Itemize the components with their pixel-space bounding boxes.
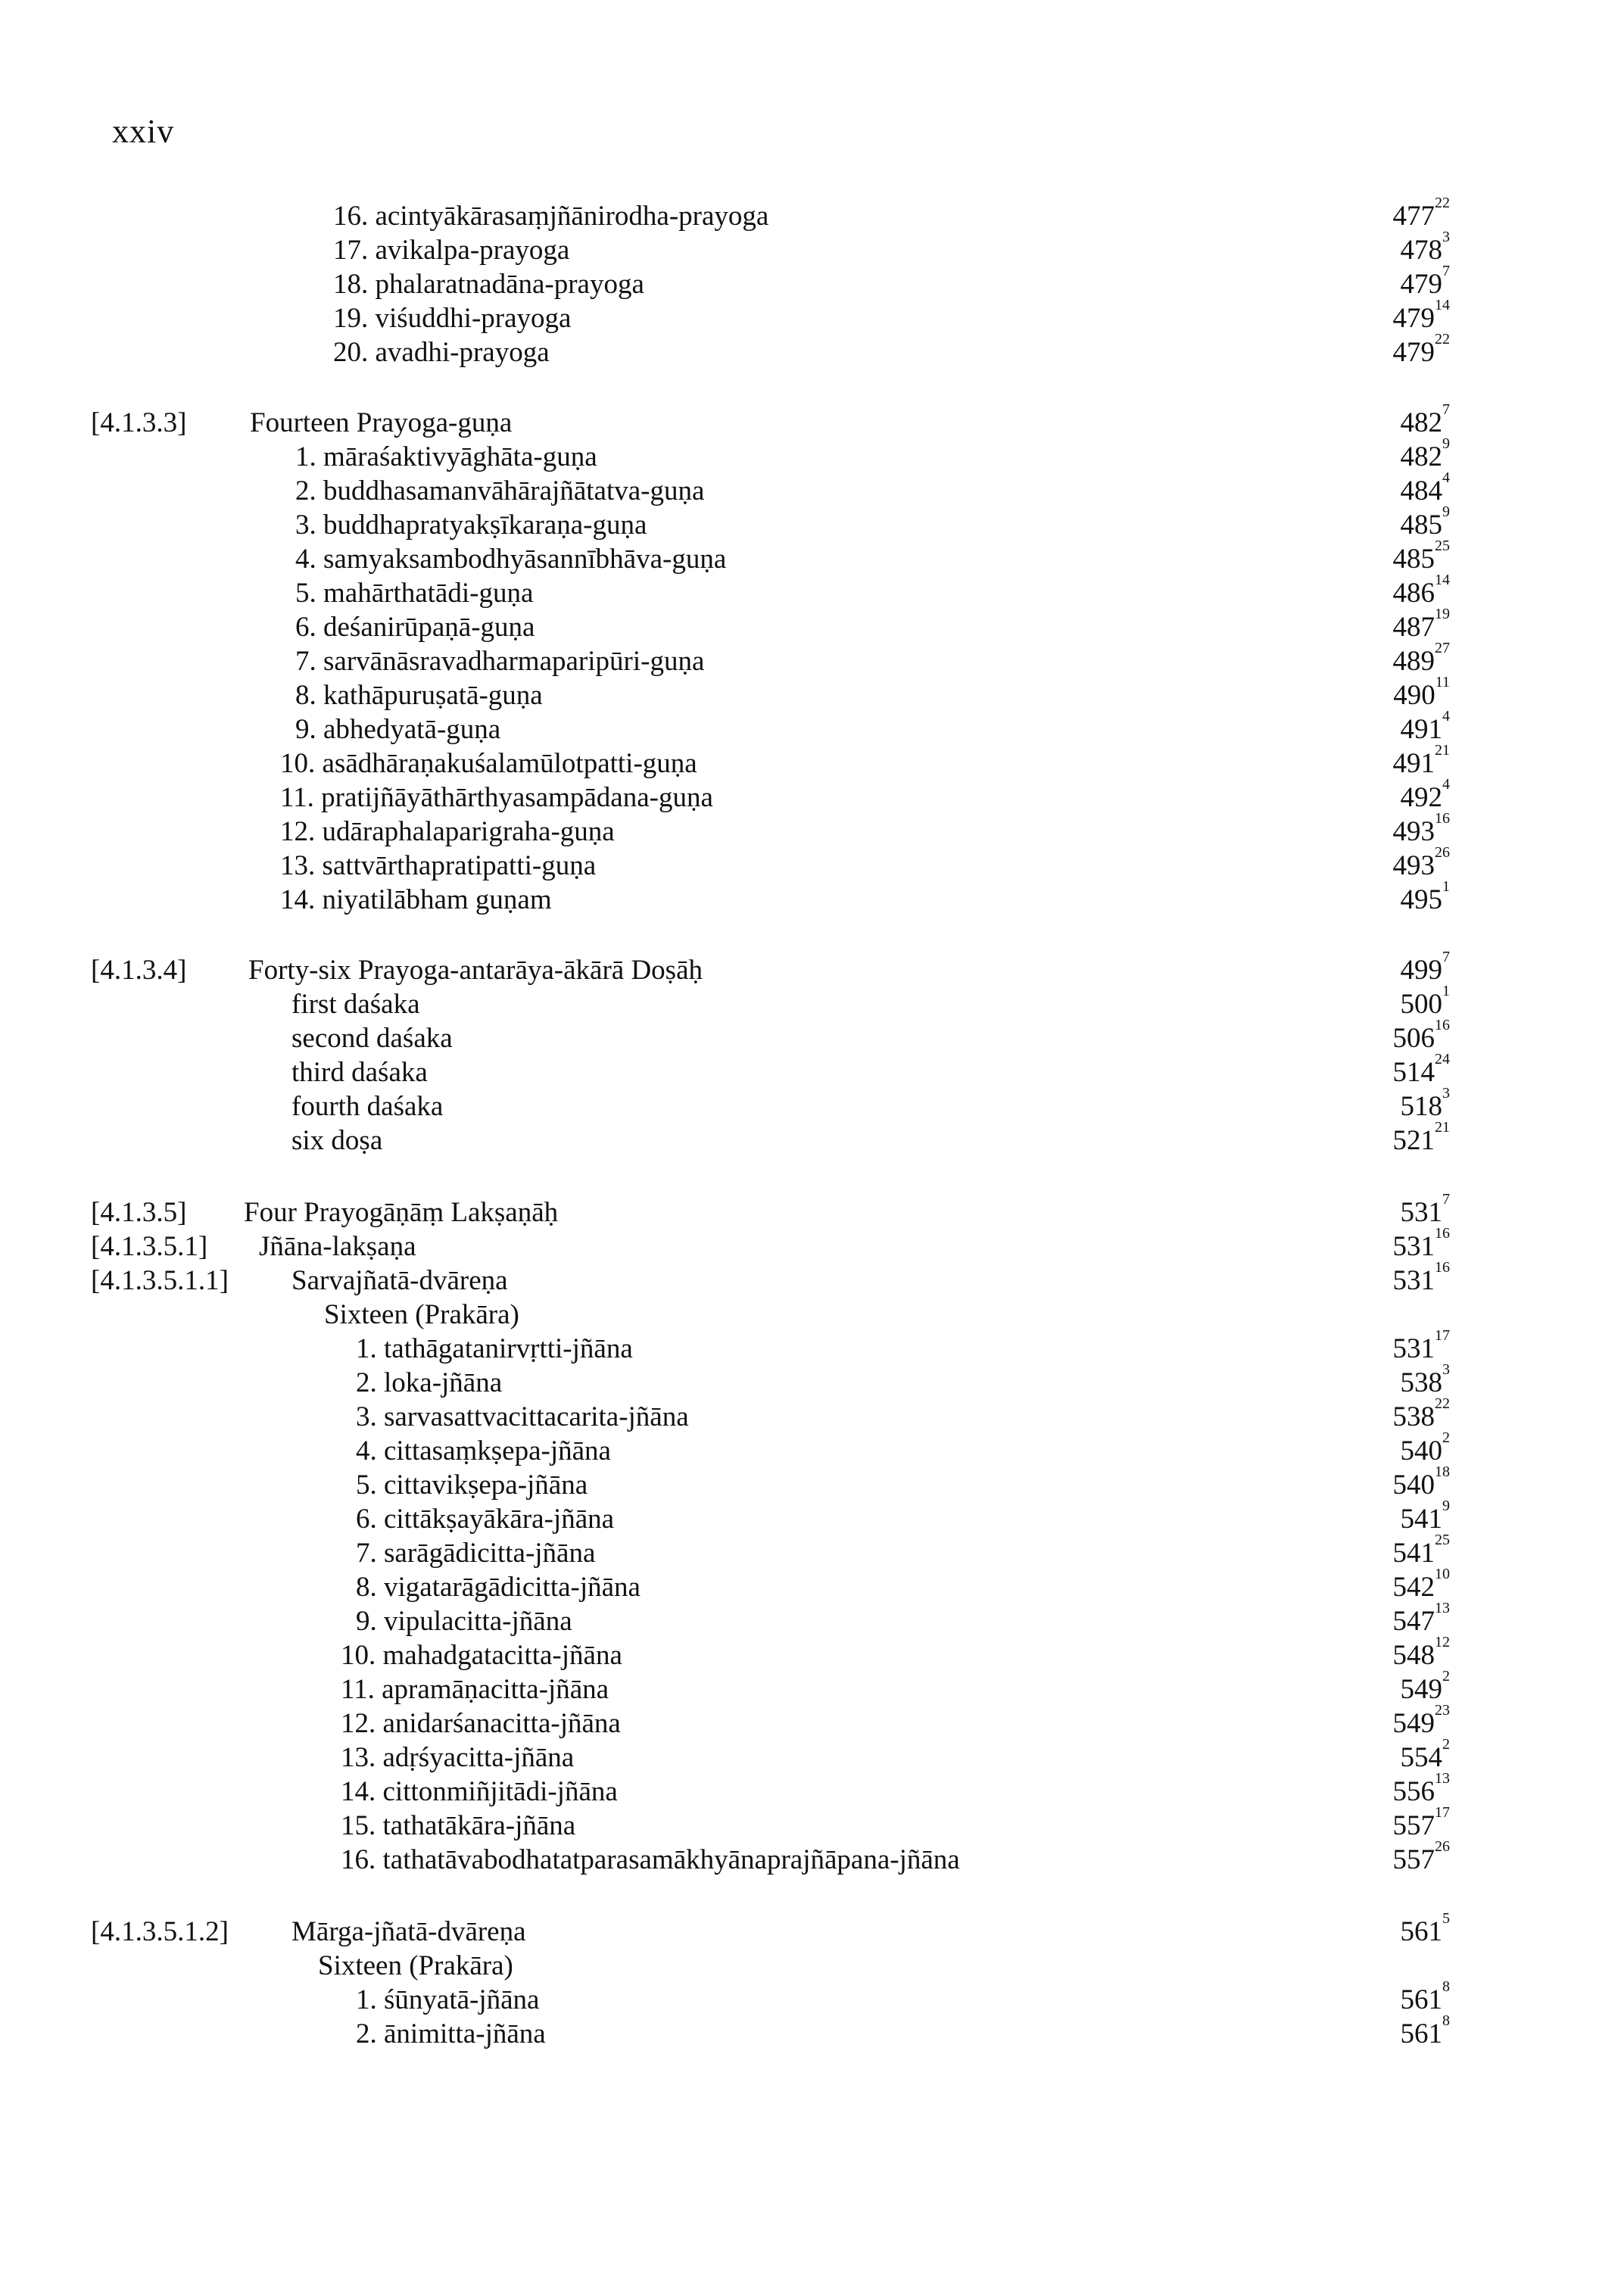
page-number-value: 479: [1392, 337, 1435, 368]
entry-title: Sixteen (Prakāra): [318, 1950, 513, 1981]
page-reference: [1393, 674, 1450, 714]
entry-title: 5. mahārthatādi-guṇa: [295, 578, 534, 609]
page-number-value: 506: [1392, 1023, 1435, 1054]
line-number-superscript: 26: [1435, 844, 1450, 861]
line-number-superscript: 1: [1442, 878, 1450, 895]
page-reference: [1392, 1051, 1451, 1091]
page-number-value: 541: [1392, 1538, 1435, 1569]
line-number-superscript: 2: [1442, 1429, 1450, 1446]
entry-title: 6. cittākṣayākāra-jñāna: [356, 1504, 615, 1535]
line-number-superscript: 17: [1435, 1804, 1450, 1821]
page-reference: [1392, 1838, 1451, 1878]
page-number-value: 549: [1392, 1708, 1435, 1739]
page-number-value: 478: [1400, 235, 1442, 266]
page-number-value: 542: [1392, 1572, 1435, 1603]
line-number-superscript: 3: [1442, 1361, 1450, 1378]
line-number-superscript: 22: [1435, 195, 1450, 211]
section-number: [4.1.3.5]: [91, 1197, 187, 1228]
line-number-superscript: 27: [1435, 640, 1450, 656]
page-reference: [1392, 1702, 1451, 1742]
line-number-superscript: 23: [1435, 1702, 1450, 1719]
page-number-value: 477: [1392, 201, 1435, 232]
page-reference: [1392, 1327, 1451, 1367]
line-number-superscript: 3: [1442, 229, 1450, 245]
entry-title: 3. buddhapratyakṣīkaraṇa-guṇa: [295, 510, 647, 541]
page-reference: [1400, 878, 1451, 918]
line-number-superscript: 19: [1435, 606, 1450, 622]
entry-title: 9. abhedyatā-guṇa: [295, 714, 501, 745]
entry-title: Sixteen (Prakāra): [324, 1299, 519, 1330]
line-number-superscript: 13: [1435, 1770, 1450, 1787]
entry-title: Four Prayogāṇāṃ Lakṣaṇāḥ: [244, 1197, 559, 1228]
page-reference: [1392, 1634, 1451, 1674]
page-number-value: 486: [1392, 578, 1435, 609]
page-number-value: 540: [1392, 1470, 1435, 1501]
line-number-superscript: 12: [1435, 1634, 1450, 1650]
page-number-value: 554: [1400, 1742, 1442, 1773]
line-number-superscript: 24: [1435, 1051, 1450, 1068]
page-number-value: 479: [1392, 303, 1435, 334]
line-number-superscript: 9: [1442, 1498, 1450, 1514]
page-number-value: 548: [1392, 1640, 1435, 1671]
entry-title: first daśaka: [291, 989, 420, 1020]
page-number-value: 561: [1400, 1916, 1442, 1947]
page-number-value: 556: [1392, 1776, 1435, 1807]
entry-title: 7. sarāgādicitta-jñāna: [356, 1538, 596, 1569]
page-number-value: 500: [1400, 989, 1442, 1020]
line-number-superscript: 2: [1442, 1668, 1450, 1685]
entry-title: 1. tathāgatanirvṛtti-jñāna: [356, 1333, 633, 1364]
page-number-value: 479: [1400, 269, 1442, 300]
page-number-value: 485: [1392, 544, 1435, 575]
line-number-superscript: 22: [1435, 331, 1450, 348]
entry-title: 1. māraśaktivyāghāta-guṇa: [295, 441, 597, 472]
section-number: [4.1.3.3]: [91, 407, 187, 438]
entry-title: 14. niyatilābham guṇam: [280, 884, 552, 915]
page-number-value: 487: [1392, 612, 1435, 643]
entry-title: Fourteen Prayoga-guṇa: [250, 407, 513, 438]
page-number-value: 531: [1400, 1197, 1442, 1228]
line-number-superscript: 11: [1435, 674, 1450, 690]
entry-title: fourth daśaka: [291, 1091, 444, 1122]
entry-title: 16. acintyākārasaṃjñānirodha-prayoga: [333, 201, 769, 232]
entry-title: 14. cittonmiñjitādi-jñāna: [341, 1776, 618, 1807]
page-number-value: 492: [1400, 782, 1442, 813]
line-number-superscript: 4: [1442, 776, 1450, 793]
page-number-value: 484: [1400, 475, 1442, 506]
line-number-superscript: 16: [1435, 810, 1450, 827]
entry-title: 18. phalaratnadāna-prayoga: [333, 269, 644, 300]
entry-title: 19. viśuddhi-prayoga: [333, 303, 572, 334]
line-number-superscript: 8: [1442, 2012, 1450, 2029]
entry-title: 16. tathatāvabodhatatparasamākhyānaprajñāpana-jñāna: [341, 1844, 960, 1875]
page-number-value: 491: [1400, 714, 1442, 745]
page-number-value: 540: [1400, 1435, 1442, 1466]
line-number-superscript: 25: [1435, 538, 1450, 554]
entry-title: 7. sarvānāsravadharmaparipūri-guṇa: [295, 646, 705, 677]
section-number: [4.1.3.5.1]: [91, 1231, 208, 1262]
entry-title: Mārga-jñatā-dvāreṇa: [291, 1916, 526, 1947]
line-number-superscript: 4: [1442, 469, 1450, 486]
page-number-value: 561: [1400, 2018, 1442, 2049]
page-reference: [1392, 1463, 1451, 1504]
line-number-superscript: 14: [1435, 297, 1450, 313]
line-number-superscript: 9: [1442, 435, 1450, 452]
entry-title: second daśaka: [291, 1023, 453, 1054]
line-number-superscript: 7: [1442, 263, 1450, 279]
entry-title: 13. sattvārthapratipatti-guṇa: [280, 850, 597, 881]
line-number-superscript: 16: [1435, 1259, 1450, 1276]
page-number-value: 547: [1392, 1606, 1435, 1637]
entry-title: 11. apramāṇacitta-jñāna: [341, 1674, 609, 1705]
line-number-superscript: 1: [1442, 983, 1450, 999]
page-number-value: 485: [1400, 510, 1442, 541]
line-number-superscript: 8: [1442, 1978, 1450, 1995]
line-number-superscript: 21: [1435, 742, 1450, 759]
page-reference: [1392, 1119, 1451, 1159]
page-number-value: 491: [1392, 748, 1435, 779]
entry-title: 11. pratijñāyāthārthyasampādana-guṇa: [280, 782, 713, 813]
page-reference: [1392, 844, 1451, 884]
page-number-value: 521: [1392, 1125, 1435, 1156]
page-number-value: 557: [1392, 1844, 1435, 1875]
entry-title: 12. udāraphalaparigraha-guṇa: [280, 816, 615, 847]
entry-title: 5. cittavikṣepa-jñāna: [356, 1470, 588, 1501]
line-number-superscript: 21: [1435, 1119, 1450, 1136]
page-number-value: 531: [1392, 1333, 1435, 1364]
line-number-superscript: 14: [1435, 572, 1450, 588]
line-number-superscript: 22: [1435, 1395, 1450, 1412]
entry-title: 17. avikalpa-prayoga: [333, 235, 570, 266]
section-number: [4.1.3.4]: [91, 955, 187, 986]
page-number-value: 531: [1392, 1265, 1435, 1296]
line-number-superscript: 7: [1442, 401, 1450, 418]
line-number-superscript: 4: [1442, 708, 1450, 725]
line-number-superscript: 10: [1435, 1566, 1450, 1582]
entry-title: 8. vigatarāgādicitta-jñāna: [356, 1572, 641, 1603]
line-number-superscript: 16: [1435, 1017, 1450, 1033]
entry-title: 6. deśanirūpaṇā-guṇa: [295, 612, 535, 643]
section-number: [4.1.3.5.1.2]: [91, 1916, 229, 1947]
line-number-superscript: 13: [1435, 1600, 1450, 1616]
page-reference: [1392, 195, 1451, 235]
entry-title: 10. asādhāraṇakuśalamūlotpatti-guṇa: [280, 748, 697, 779]
entry-title: 3. sarvasattvacittacarita-jñāna: [356, 1401, 689, 1432]
page-reference: [1392, 1259, 1451, 1299]
line-number-superscript: 5: [1442, 1910, 1450, 1927]
entry-title: 8. kathāpuruṣatā-guṇa: [295, 680, 543, 711]
line-number-superscript: 18: [1435, 1463, 1450, 1480]
line-number-superscript: 16: [1435, 1225, 1450, 1242]
entry-title: 13. adṛśyacitta-jñāna: [341, 1742, 575, 1773]
entry-title: Sarvajñatā-dvāreṇa: [291, 1265, 508, 1296]
entry-title: 20. avadhi-prayoga: [333, 337, 550, 368]
page-reference: [1400, 2012, 1451, 2052]
line-number-superscript: 9: [1442, 503, 1450, 520]
page-reference: [1392, 742, 1451, 782]
page-number-value: 482: [1400, 407, 1442, 438]
page-number-value: 499: [1400, 955, 1442, 986]
page-number-value: 489: [1392, 646, 1435, 677]
entry-title: 12. anidarśanacitta-jñāna: [341, 1708, 621, 1739]
entry-title: 2. ānimitta-jñāna: [356, 2018, 546, 2049]
entry-title: 2. buddhasamanvāhārajñātatva-guṇa: [295, 475, 705, 506]
page-number-value: 538: [1392, 1401, 1435, 1432]
page-number-value: 493: [1392, 816, 1435, 847]
entry-title: 4. samyaksambodhyāsannībhāva-guṇa: [295, 544, 727, 575]
entry-title: 10. mahadgatacitta-jñāna: [341, 1640, 622, 1671]
line-number-superscript: 7: [1442, 949, 1450, 965]
line-number-superscript: 3: [1442, 1085, 1450, 1102]
page-reference: [1392, 1395, 1451, 1435]
line-number-superscript: 2: [1442, 1736, 1450, 1753]
entry-title: Forty-six Prayoga-antarāya-ākārā Doṣāḥ: [248, 955, 703, 986]
entry-title: 1. śūnyatā-jñāna: [356, 1984, 540, 2015]
page-number: xxiv: [112, 113, 175, 150]
page-number-value: 549: [1400, 1674, 1442, 1705]
page-number-value: 490: [1393, 680, 1435, 711]
line-number-superscript: 17: [1435, 1327, 1450, 1344]
line-number-superscript: 7: [1442, 1191, 1450, 1208]
page-number-value: 495: [1400, 884, 1442, 915]
page-reference: [1400, 1910, 1451, 1950]
page-reference: [1392, 331, 1451, 371]
entry-title: third daśaka: [291, 1057, 428, 1088]
entry-title: six doṣa: [291, 1125, 383, 1156]
line-number-superscript: 26: [1435, 1838, 1450, 1855]
page-number-value: 557: [1392, 1810, 1435, 1841]
page-number-value: 518: [1400, 1091, 1442, 1122]
page-number-value: 531: [1392, 1231, 1435, 1262]
page-number-value: 482: [1400, 441, 1442, 472]
entry-title: 2. loka-jñāna: [356, 1367, 503, 1398]
page-number-value: 561: [1400, 1984, 1442, 2015]
line-number-superscript: 25: [1435, 1532, 1450, 1548]
page-number-value: 541: [1400, 1504, 1442, 1535]
section-number: [4.1.3.5.1.1]: [91, 1265, 229, 1296]
entry-title: 9. vipulacitta-jñāna: [356, 1606, 572, 1637]
entry-title: 15. tathatākāra-jñāna: [341, 1810, 576, 1841]
entry-title: Jñāna-lakṣaṇa: [259, 1231, 416, 1262]
entry-title: 4. cittasaṃkṣepa-jñāna: [356, 1435, 611, 1466]
page-number-value: 538: [1400, 1367, 1442, 1398]
page-number-value: 514: [1392, 1057, 1435, 1088]
page-number-value: 493: [1392, 850, 1435, 881]
